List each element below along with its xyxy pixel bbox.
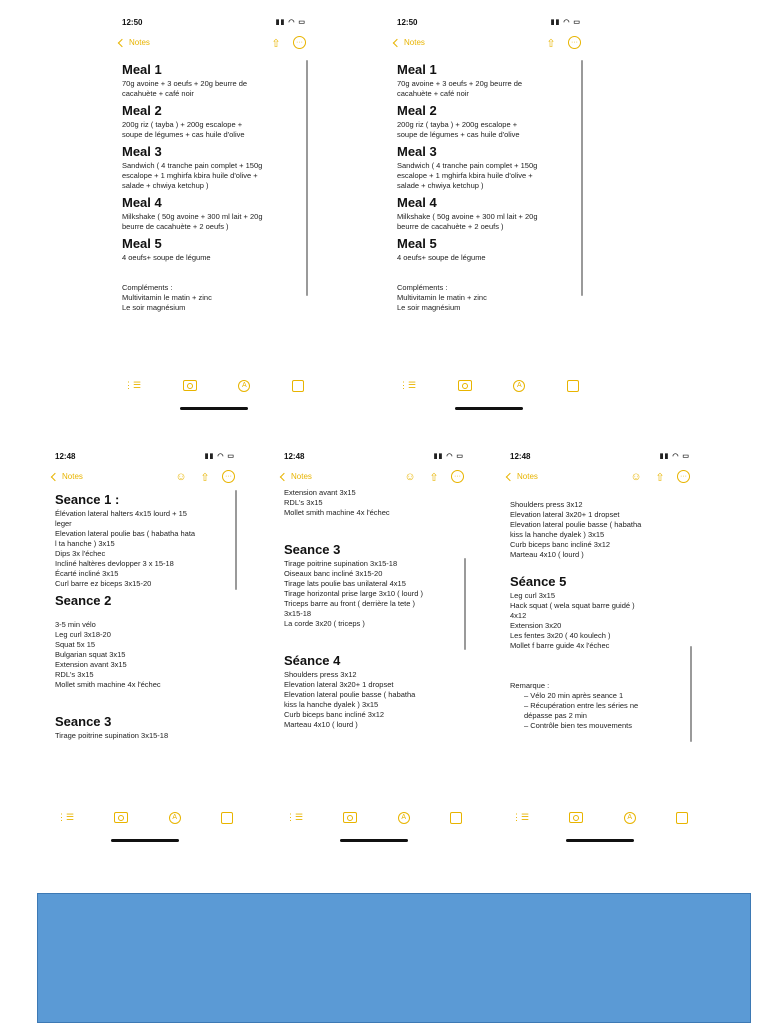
share-icon[interactable]: ⇧: [271, 37, 281, 50]
collaborate-icon[interactable]: ☺: [175, 471, 187, 483]
more-icon[interactable]: ···: [222, 470, 235, 483]
blank-line: [397, 263, 581, 273]
scrollbar[interactable]: [235, 490, 237, 590]
note-line: Curb biceps banc incliné 3x12: [284, 710, 385, 719]
status-icons: ▮▮ ◠ ▭: [433, 453, 464, 460]
note-line: Extension avant 3x15: [55, 660, 127, 669]
note-heading: Seance 2: [55, 593, 112, 608]
note-line: escalope + 1 mghirfa kbira huile d'olive +: [397, 171, 533, 180]
note-line: RDL's 3x15: [284, 498, 323, 507]
note-content[interactable]: [502, 500, 698, 806]
share-icon[interactable]: ⇧: [546, 37, 556, 50]
note-line: Incliné haltères devlopper 3 x 15-18: [55, 559, 174, 568]
notes-navbar: [114, 36, 314, 54]
home-indicator: [566, 839, 634, 842]
note-heading: Meal 4: [122, 195, 162, 210]
collaborate-icon[interactable]: ☺: [630, 471, 642, 483]
notes-navbar: [47, 470, 243, 488]
note-line: salade + chwiya ketchup ): [122, 181, 209, 190]
status-time: 12:50: [122, 18, 143, 27]
note-line: Multivitamin le matin + zinc: [122, 293, 212, 302]
compose-icon[interactable]: [221, 812, 233, 824]
note-line: 70g avoine + 3 oeufs + 20g beurre de: [397, 79, 523, 88]
chevron-left-icon: [393, 38, 401, 46]
note-line: Elevation lateral 3x20+ 1 dropset: [284, 680, 394, 689]
blank-line: [122, 273, 306, 283]
notes-toolbar: [276, 812, 472, 828]
note-content[interactable]: [47, 488, 243, 806]
back-label: Notes: [404, 38, 425, 47]
blue-banner: [37, 893, 751, 1023]
status-icons: ▮▮ ◠ ▭: [275, 19, 306, 26]
share-icon[interactable]: ⇧: [200, 471, 210, 484]
scrollbar[interactable]: [581, 60, 583, 296]
status-icons: ▮▮ ◠ ▭: [550, 19, 581, 26]
markup-icon[interactable]: A: [624, 812, 636, 824]
note-line: Remarque :: [510, 681, 550, 690]
blank-line: [284, 518, 464, 528]
note-line: cacahuète + café noir: [397, 89, 469, 98]
blank-line: [510, 661, 690, 671]
note-line: Bulgarian squat 3x15: [55, 650, 126, 659]
back-button[interactable]: [281, 472, 312, 481]
note-line: Curb biceps banc incliné 3x12: [510, 540, 611, 549]
notes-navbar: [389, 36, 589, 54]
compose-icon[interactable]: [292, 380, 304, 392]
note-heading: Meal 2: [122, 103, 162, 118]
note-line: 4 oeufs+ soupe de légume: [397, 253, 486, 262]
note-line: 200g riz ( tayba ) + 200g escalope +: [122, 120, 243, 129]
note-line: 4x12: [510, 611, 527, 620]
blank-line: [55, 690, 235, 700]
note-line: kiss la hanche dyalek ) 3x15: [284, 700, 379, 709]
note-line: Le soir magnésium: [122, 303, 186, 312]
note-heading: Meal 3: [122, 144, 162, 159]
back-label: Notes: [291, 472, 312, 481]
more-icon[interactable]: ···: [451, 470, 464, 483]
blank-line: [284, 629, 464, 639]
blank-line: [397, 273, 581, 283]
back-label: Notes: [62, 472, 83, 481]
note-line: Compléments :: [397, 283, 448, 292]
share-icon[interactable]: ⇧: [429, 471, 439, 484]
scrollbar[interactable]: [464, 558, 466, 650]
note-line: Elevation lateral poulie basse ( habatha: [510, 520, 642, 529]
blank-line: [55, 610, 235, 620]
home-indicator: [111, 839, 179, 842]
camera-icon[interactable]: [343, 812, 357, 823]
status-time: 12:48: [510, 452, 531, 461]
note-heading: Séance 4: [284, 653, 341, 668]
blank-line: [284, 639, 464, 649]
note-line: Sandwich ( 4 tranche pain complet + 150g: [397, 161, 538, 170]
status-bar: [502, 448, 698, 464]
notes-screenshot-4: [276, 446, 472, 846]
status-time: 12:50: [397, 18, 418, 27]
home-indicator: [455, 407, 523, 410]
note-line: RDL's 3x15: [55, 670, 94, 679]
scrollbar[interactable]: [690, 646, 692, 742]
note-bullet: – Récupération entre les séries ne: [524, 701, 639, 710]
back-button[interactable]: [119, 38, 150, 47]
more-icon[interactable]: ···: [293, 36, 306, 49]
note-content[interactable]: [389, 58, 589, 374]
note-line: Tirage poitrine supination 3x15-18: [284, 559, 398, 568]
back-button[interactable]: [394, 38, 425, 47]
note-line: kiss la hanche dyalek ) 3x15: [510, 530, 605, 539]
notes-screenshot-5: [502, 446, 698, 846]
note-line: escalope + 1 mghirfa kbira huile d'olive +: [122, 171, 258, 180]
note-line: Elevation lateral poulie bas ( habatha hata: [55, 529, 196, 538]
home-indicator: [340, 839, 408, 842]
more-icon[interactable]: ···: [568, 36, 581, 49]
back-button[interactable]: [52, 472, 83, 481]
status-bar: [389, 14, 589, 30]
note-line: soupe de légumes + cas huile d'olive: [122, 130, 245, 139]
scrollbar[interactable]: [306, 60, 308, 296]
note-line: Triceps barre au front ( derrière la tete ): [284, 599, 416, 608]
blank-line: [122, 263, 306, 273]
note-line: La corde 3x20 ( triceps ): [284, 619, 365, 628]
markup-icon[interactable]: A: [238, 380, 250, 392]
notes-screenshot-1: [114, 12, 314, 414]
compose-icon[interactable]: [450, 812, 462, 824]
note-heading: Séance 5: [510, 574, 567, 589]
blank-line: [510, 560, 690, 570]
note-line: l ta hanche ) 3x15: [55, 539, 115, 548]
status-icons: ▮▮ ◠ ▭: [659, 453, 690, 460]
note-line: Mollet smith machine 4x l'échec: [55, 680, 161, 689]
note-line: Le soir magnésium: [397, 303, 461, 312]
note-line: Tirage horizontal prise large 3x10 ( lourd ): [284, 589, 423, 598]
blank-line: [510, 671, 690, 681]
camera-icon[interactable]: [458, 380, 472, 391]
more-icon[interactable]: ···: [677, 470, 690, 483]
chevron-left-icon: [118, 38, 126, 46]
notes-navbar: [502, 470, 698, 488]
note-line: Compléments :: [122, 283, 173, 292]
home-indicator: [180, 407, 248, 410]
chevron-left-icon: [506, 472, 514, 480]
note-line: Les fentes 3x20 ( 40 koulech ): [510, 631, 611, 640]
note-line: Oiseaux banc incliné 3x15-20: [284, 569, 383, 578]
note-line: Leg curl 3x15: [510, 591, 556, 600]
note-line: Mollet smith machine 4x l'échec: [284, 508, 390, 517]
note-line: Curl barre ez biceps 3x15-20: [55, 579, 152, 588]
compose-icon[interactable]: [567, 380, 579, 392]
note-heading: Meal 1: [397, 62, 437, 77]
note-line: Mollet f barre guide 4x l'échec: [510, 641, 610, 650]
blank-line: [55, 700, 235, 710]
markup-icon[interactable]: A: [513, 380, 525, 392]
note-line: Multivitamin le matin + zinc: [397, 293, 487, 302]
status-bar: [47, 448, 243, 464]
note-heading: Meal 1: [122, 62, 162, 77]
blank-line: [284, 528, 464, 538]
note-heading: Seance 1 :: [55, 492, 120, 507]
markup-icon[interactable]: A: [169, 812, 181, 824]
note-heading: Meal 3: [397, 144, 437, 159]
blank-line: [510, 651, 690, 661]
note-line: beurre de cacahuète + 2 oeufs ): [122, 222, 229, 231]
note-heading: Seance 3: [284, 542, 341, 557]
note-line: Hack squat ( wela squat barre guidé ): [510, 601, 635, 610]
note-heading: Meal 5: [122, 236, 162, 251]
note-line: Sandwich ( 4 tranche pain complet + 150g: [122, 161, 263, 170]
notes-screenshot-2: [389, 12, 589, 414]
checklist-icon[interactable]: ⋮☰: [399, 380, 417, 390]
note-line: Écarté incliné 3x15: [55, 569, 119, 578]
status-time: 12:48: [55, 452, 76, 461]
note-line: 3-5 min vélo: [55, 620, 96, 629]
note-content[interactable]: [276, 488, 472, 806]
status-bar: [114, 14, 314, 30]
back-button[interactable]: [507, 472, 538, 481]
note-line: Élévation lateral halters 4x15 lourd + 15: [55, 509, 187, 518]
notes-toolbar: [114, 380, 314, 396]
checklist-icon[interactable]: ⋮☰: [57, 812, 75, 822]
note-content[interactable]: [114, 58, 314, 374]
note-line: soupe de légumes + cas huile d'olive: [397, 130, 520, 139]
note-line: beurre de cacahuète + 2 oeufs ): [397, 222, 504, 231]
note-line: 200g riz ( tayba ) + 200g escalope +: [397, 120, 518, 129]
checklist-icon[interactable]: ⋮☰: [512, 812, 530, 822]
note-line: Squat 5x 15: [55, 640, 96, 649]
note-line: Tirage lats poulie bas unilateral 4x15: [284, 579, 406, 588]
notes-toolbar: [47, 812, 243, 828]
note-line: Shoulders press 3x12: [284, 670, 357, 679]
note-line: Shoulders press 3x12: [510, 500, 583, 509]
notes-screenshot-3: [47, 446, 243, 846]
note-heading: Meal 5: [397, 236, 437, 251]
note-line: Marteau 4x10 ( lourd ): [284, 720, 358, 729]
share-icon[interactable]: ⇧: [655, 471, 665, 484]
note-bullet: – Vélo 20 min après seance 1: [524, 691, 624, 700]
status-bar: [276, 448, 472, 464]
note-line: Extension 3x20: [510, 621, 562, 630]
note-line: Elevation lateral 3x20+ 1 dropset: [510, 510, 620, 519]
note-bullet: – Contrôle bien tes mouvements: [524, 721, 632, 730]
compose-icon[interactable]: [676, 812, 688, 824]
notes-navbar: [276, 470, 472, 488]
chevron-left-icon: [51, 472, 59, 480]
note-bullet: dépasse pas 2 min: [524, 711, 587, 720]
note-line: Milkshake ( 50g avoine + 300 ml lait + 20g: [397, 212, 538, 221]
checklist-icon[interactable]: ⋮☰: [124, 380, 142, 390]
status-icons: ▮▮ ◠ ▭: [204, 453, 235, 460]
chevron-left-icon: [280, 472, 288, 480]
note-line: cacahuète + café noir: [122, 89, 194, 98]
note-line: 70g avoine + 3 oeufs + 20g beurre de: [122, 79, 248, 88]
status-time: 12:48: [284, 452, 305, 461]
back-label: Notes: [517, 472, 538, 481]
note-line: Marteau 4x10 ( lourd ): [510, 550, 584, 559]
notes-toolbar: [502, 812, 698, 828]
note-heading: Meal 2: [397, 103, 437, 118]
collaborate-icon[interactable]: ☺: [404, 471, 416, 483]
markup-icon[interactable]: A: [398, 812, 410, 824]
note-line: Dips 3x l'échec: [55, 549, 106, 558]
camera-icon[interactable]: [114, 812, 128, 823]
note-heading: Seance 3: [55, 714, 112, 729]
camera-icon[interactable]: [183, 380, 197, 391]
note-line: Extension avant 3x15: [284, 488, 356, 497]
note-line: Tirage poitrine supination 3x15-18: [55, 731, 169, 740]
back-label: Notes: [129, 38, 150, 47]
note-line: Elevation lateral poulie basse ( habatha: [284, 690, 416, 699]
camera-icon[interactable]: [569, 812, 583, 823]
note-line: leger: [55, 519, 72, 528]
checklist-icon[interactable]: ⋮☰: [286, 812, 304, 822]
note-heading: Meal 4: [397, 195, 437, 210]
note-line: 3x15-18: [284, 609, 312, 618]
note-line: Milkshake ( 50g avoine + 300 ml lait + 20g: [122, 212, 263, 221]
note-line: Leg curl 3x18-20: [55, 630, 111, 639]
notes-toolbar: [389, 380, 589, 396]
note-line: 4 oeufs+ soupe de légume: [122, 253, 211, 262]
note-line: salade + chwiya ketchup ): [397, 181, 484, 190]
